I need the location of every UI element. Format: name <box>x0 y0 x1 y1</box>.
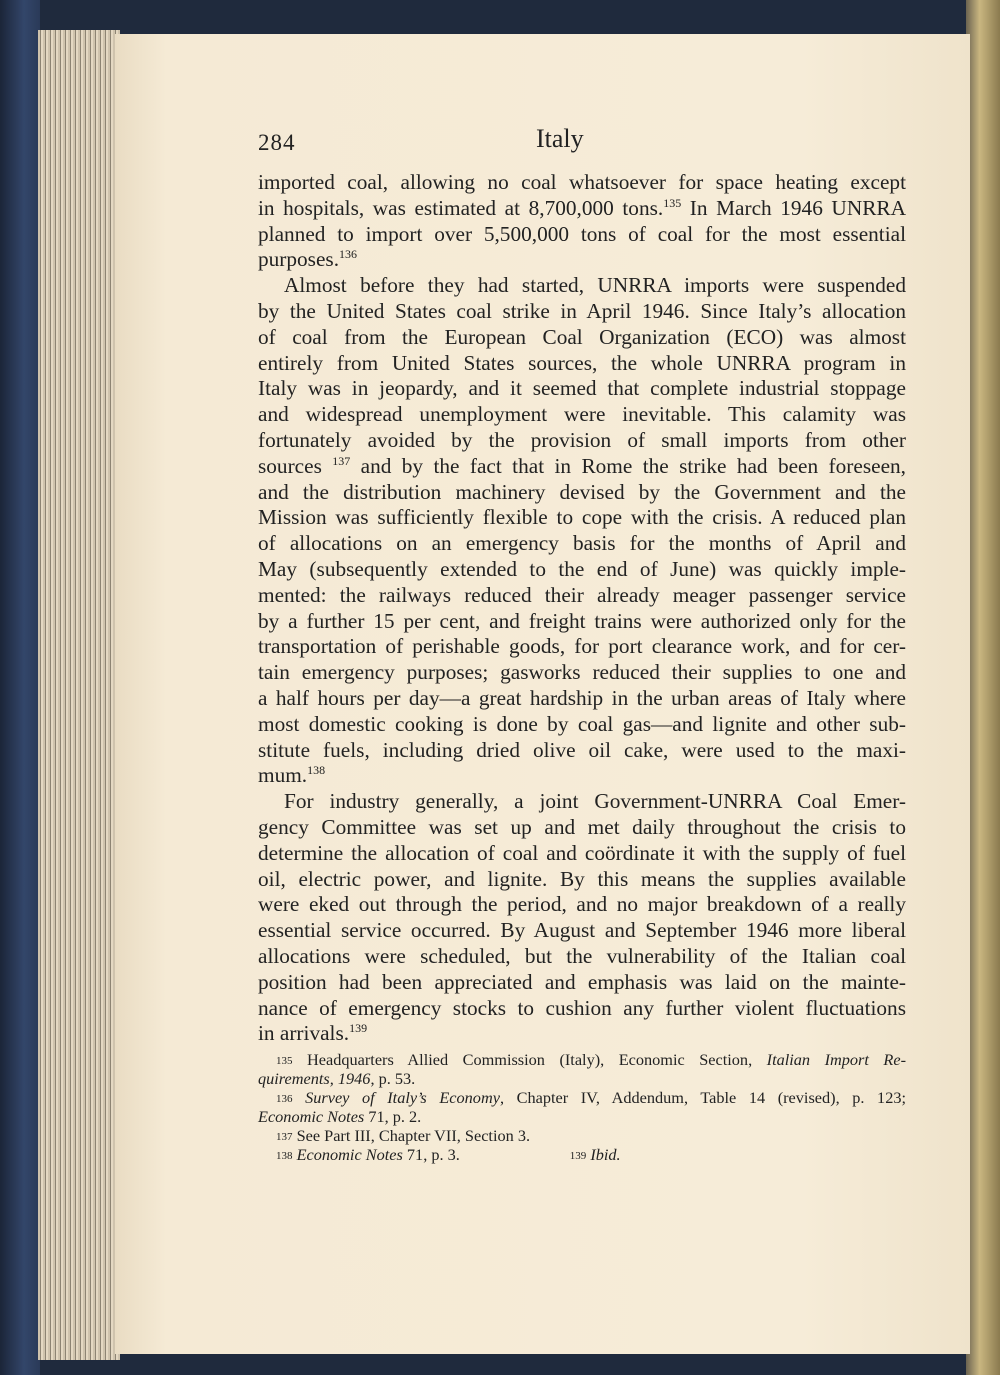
footnote-ref: 137 <box>332 453 351 468</box>
text-run: in arrivals. <box>258 1021 350 1046</box>
text-run: and by the fact that in Rome the strike had been foreseen, <box>350 453 906 478</box>
text-run: oil, electric power, and lignite. By this means the supplies available <box>258 866 906 891</box>
text-run: of coal from the European Coal Organization (ECO) was almost <box>258 324 906 349</box>
text-run: , p. 53. <box>370 1069 416 1088</box>
text-run: planned to import over 5,500,000 tons of coal for the most essential <box>258 221 906 246</box>
footnotes <box>258 1050 906 1164</box>
body-line <box>258 634 906 660</box>
text-run <box>293 1088 306 1107</box>
body-line <box>258 712 906 738</box>
text-run: imported coal, allowing no coal whatsoever for space heating except <box>258 170 906 194</box>
text-run: mented: the railways reduced their already meager passenger service <box>258 582 906 607</box>
body-line <box>258 738 906 764</box>
text-run: , Chapter IV, Addendum, Table 14 (revised), p. 123; <box>499 1088 906 1107</box>
text-run: 71, p. 2. <box>364 1107 422 1126</box>
body-line <box>258 944 906 970</box>
text-run: gency Committee was set up and met daily throughout the crisis to <box>258 814 906 839</box>
footnote-line <box>258 1088 906 1107</box>
text-run: in hospitals, was estimated at 8,700,000 tons. <box>258 195 664 220</box>
text-run: quirements, 1946 <box>258 1069 371 1088</box>
footnote-ref: 138 <box>307 763 326 778</box>
footnote-line <box>258 1145 906 1164</box>
running-title: Italy <box>536 124 584 153</box>
body-line <box>258 402 906 428</box>
text-run: by a further 15 per cent, and freight trains were authorized only for the <box>258 608 906 633</box>
body-line <box>258 892 906 918</box>
text-run: purposes. <box>258 247 340 272</box>
footnote-ref: 135 <box>276 1055 293 1067</box>
book-cover-edge <box>0 0 40 1375</box>
facing-page-edge <box>966 0 1000 1375</box>
text-run: 71, p. 3. <box>402 1145 460 1164</box>
text-run: nance of emergency stocks to cushion any further violent fluctuations <box>258 995 906 1020</box>
footnote-ref: 139 <box>349 1021 368 1036</box>
text-run: In March 1946 UNRRA <box>681 195 906 220</box>
footnote-ref: 136 <box>339 247 358 262</box>
body-line <box>258 454 906 480</box>
body-line <box>258 815 906 841</box>
body-line <box>258 763 906 789</box>
footnote-line <box>258 1107 906 1126</box>
footnote-ref: 136 <box>276 1093 293 1105</box>
text-run: were eked out through the period, and no major breakdown of a really <box>258 892 906 917</box>
body-line <box>258 660 906 686</box>
body-line <box>258 996 906 1022</box>
body-text <box>258 170 906 1047</box>
text-run: Mission was sufficiently flexible to cope with the crisis. A reduced plan <box>258 505 906 530</box>
text-run: position had been appreciated and emphasis was laid on the mainte- <box>258 969 906 994</box>
text-run: mum. <box>258 763 308 788</box>
body-line <box>258 351 906 377</box>
body-line <box>258 428 906 454</box>
footnote-line <box>258 1126 906 1145</box>
text-run: essential service occurred. By August and September 1946 more liberal <box>258 918 906 943</box>
body-line <box>258 247 906 273</box>
text-run: transportation of perishable goods, for port clearance work, and for cer- <box>258 634 906 659</box>
body-line <box>258 531 906 557</box>
text-run: Survey of Italy’s Economy <box>305 1088 500 1107</box>
body-line <box>258 222 906 248</box>
body-line <box>258 505 906 531</box>
body-line <box>258 480 906 506</box>
body-line <box>258 299 906 325</box>
text-run: May (subsequently extended to the end of June) was quickly imple- <box>258 556 906 581</box>
text-run: Italian Import Re- <box>766 1050 907 1069</box>
body-line <box>258 583 906 609</box>
text-run: by the United States coal strike in April 1946. Since Italy’s allocation <box>258 298 906 323</box>
text-run: sources <box>258 453 333 478</box>
text-run: fortunately avoided by the provision of small imports from other <box>258 427 906 452</box>
footnote-ref: 137 <box>276 1131 293 1143</box>
text-run: Economic Notes <box>296 1145 403 1164</box>
body-line <box>258 841 906 867</box>
text-run: Italy was in jeopardy, and it seemed that complete industrial stoppage <box>258 376 906 401</box>
text-run: Economic Notes <box>258 1107 365 1126</box>
body-line <box>258 273 906 299</box>
text-run: a half hours per day—a great hardship in the urban areas of Italy where <box>258 685 906 710</box>
body-line <box>258 196 906 222</box>
body-line <box>258 1021 906 1047</box>
text-run: entirely from United States sources, the whole UNRRA program in <box>258 350 906 375</box>
footnote-ref: 139 <box>569 1150 587 1162</box>
page-edges <box>38 30 120 1360</box>
body-line <box>258 918 906 944</box>
text-run: allocations were scheduled, but the vulnerability of the Italian coal <box>258 943 906 968</box>
text-run: tain emergency purposes; gasworks reduced their supplies to one and <box>258 660 906 685</box>
body-line <box>258 970 906 996</box>
body-line <box>258 557 906 583</box>
text-run: For industry generally, a joint Government-UNRRA Coal Emer- <box>284 789 906 814</box>
text-run: Ibid. <box>590 1145 621 1164</box>
body-line <box>258 686 906 712</box>
footnote-ref: 138 <box>276 1150 293 1162</box>
text-run: See Part III, Chapter VII, Section 3. <box>292 1126 531 1145</box>
body-line <box>258 376 906 402</box>
text-run: most domestic cooking is done by coal gas—and lignite and other sub- <box>258 711 906 736</box>
text-run: Headquarters Allied Commission (Italy), Economic Section, <box>292 1050 767 1069</box>
text-run: determine the allocation of coal and coördinate it with the supply of fuel <box>258 840 906 865</box>
body-line <box>258 170 906 196</box>
footnote-line <box>258 1050 906 1069</box>
text-run: and widespread unemployment were inevitable. This calamity was <box>258 402 906 427</box>
footnote-line <box>258 1069 906 1088</box>
body-line <box>258 867 906 893</box>
page-number: 284 <box>258 130 296 155</box>
text-run: Almost before they had started, UNRRA imports were suspended <box>284 273 906 298</box>
body-line <box>258 609 906 635</box>
body-line <box>258 789 906 815</box>
text-run: of allocations on an emergency basis for the months of April and <box>258 531 906 556</box>
text-run <box>460 1145 570 1164</box>
text-run: and the distribution machinery devised by the Government and the <box>258 479 906 504</box>
body-line <box>258 325 906 351</box>
footnote-ref: 135 <box>663 195 682 210</box>
text-run: stitute fuels, including dried olive oil cake, were used to the maxi- <box>258 737 906 762</box>
